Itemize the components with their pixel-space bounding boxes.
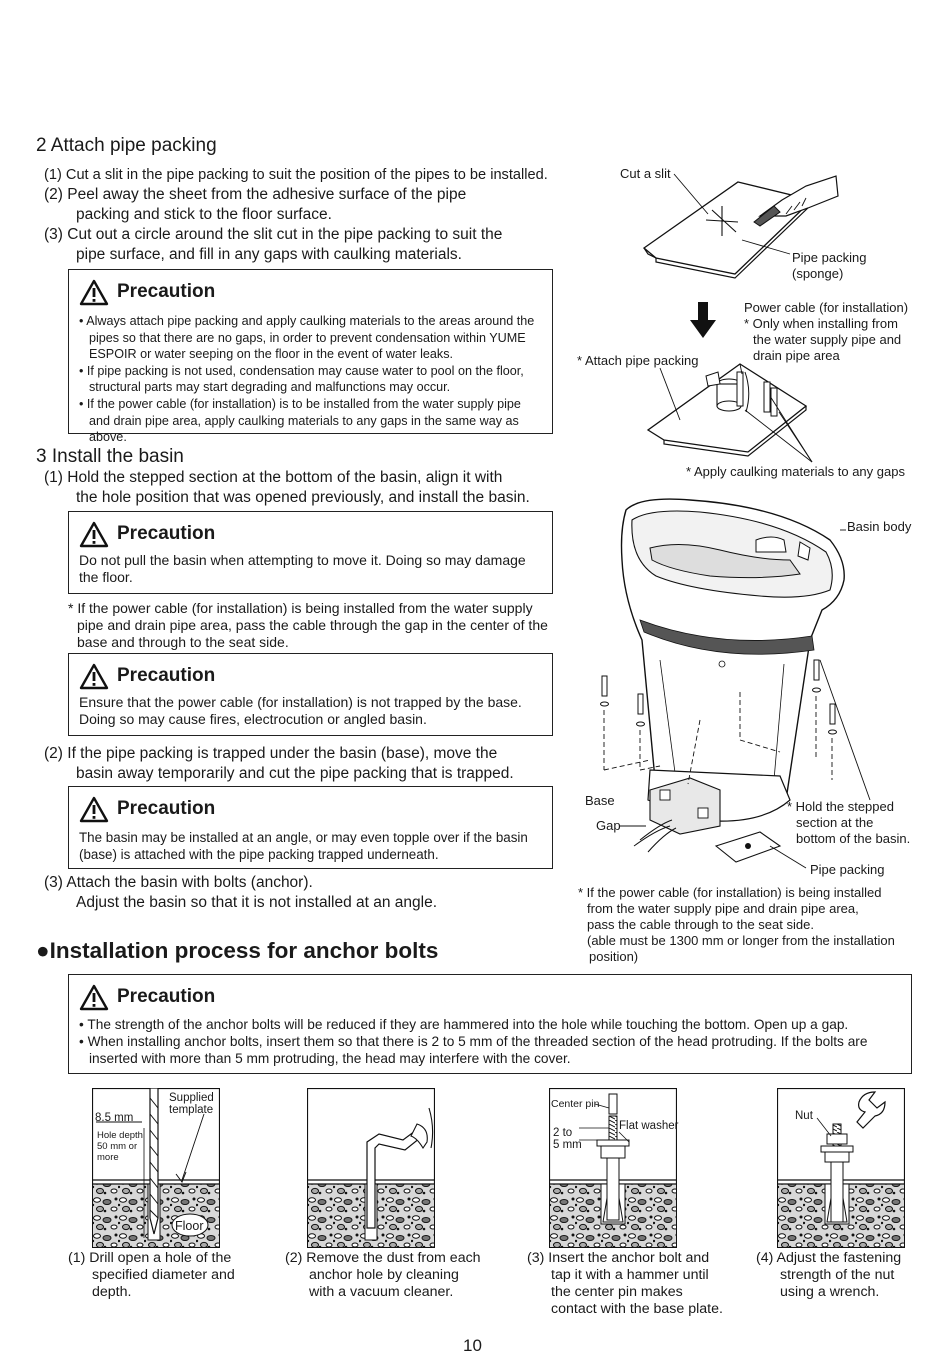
precaution-box-anchor bbox=[68, 974, 912, 1074]
bullet-dot-icon: ● bbox=[36, 938, 50, 963]
step-2-2: (2) Peel away the sheet from the adhesive surface of the pipe packing and stick to the floor surface. bbox=[44, 186, 467, 223]
warning-icon bbox=[79, 796, 109, 823]
step-2-1: (1) Cut a slit in the pipe packing to suit the position of the pipes to be installed. bbox=[44, 167, 548, 183]
page-number: 10 bbox=[463, 1336, 482, 1355]
precaution-box-topple bbox=[68, 786, 553, 869]
label-basin-body: Basin body bbox=[847, 519, 912, 534]
pipe-packing-sheet bbox=[644, 174, 812, 278]
label-diameter: 8.5 mm bbox=[95, 1112, 134, 1124]
label-cut-slit: Cut a slit bbox=[620, 166, 671, 181]
section-3-title: 3 Install the basin bbox=[36, 446, 184, 467]
bullet: • If pipe packing is not used, condensation may cause water to pool on the floor, structural parts may start degrading and malfunctions may occur. bbox=[79, 363, 524, 395]
section-2-title: 2 Attach pipe packing bbox=[36, 135, 217, 156]
precaution-box-cable bbox=[68, 653, 553, 736]
label-base: Base bbox=[585, 793, 615, 808]
warning-icon bbox=[79, 279, 109, 306]
label-floor: Floor bbox=[175, 1219, 204, 1233]
label-pipe-packing: Pipe packing bbox=[810, 862, 885, 877]
warning-icon bbox=[79, 984, 109, 1011]
label-power-cable: Power cable (for installation) * Only when installing from the water supply pipe and drain pipe area bbox=[744, 300, 909, 363]
precaution-title: Precaution bbox=[79, 520, 215, 548]
label-pipe-packing-sponge: Pipe packing (sponge) bbox=[792, 250, 867, 281]
label-apply-caulking: * Apply caulking materials to any gaps bbox=[686, 464, 905, 479]
bullet: • Always attach pipe packing and apply caulking materials to the areas around the pipes so that there are no gaps, in order to prevent condensation within YUME ESPOIR or water seeping on the floor in the event of water leaks. bbox=[79, 314, 535, 362]
caption-step-2: (2) Remove the dust from each anchor hole by cleaning with a vacuum cleaner. bbox=[285, 1250, 481, 1300]
precaution-bullets bbox=[79, 1017, 901, 1067]
precaution-title: Precaution bbox=[79, 662, 215, 690]
step-3-3: (3) Attach the basin with bolts (anchor). Adjust the basin so that it is not installed at an angle. bbox=[44, 874, 438, 911]
precaution-box-packing bbox=[68, 269, 553, 445]
caption-step-1: (1) Drill open a hole of the specified diameter and depth. bbox=[68, 1250, 235, 1300]
arrow-down-icon bbox=[690, 302, 716, 338]
caption-step-3: (3) Insert the anchor bolt and tap it with a hammer until the center pin makes contact with the base plate. bbox=[527, 1250, 723, 1317]
precaution-text: Ensure that the power cable (for installation) is not trapped by the base. Doing so may cause fires, electrocution or angled basin. bbox=[79, 694, 522, 727]
warning-icon bbox=[79, 521, 109, 548]
label-gap: Gap bbox=[596, 818, 621, 833]
label-attach-packing: * Attach pipe packing bbox=[577, 353, 699, 368]
precaution-title: Precaution bbox=[79, 983, 215, 1011]
anchor-heading: ●Installation process for anchor bolts bbox=[36, 938, 439, 963]
step-3-1: (1) Hold the stepped section at the bottom of the basin, align it with the hole position that was opened previously, and install the basin. bbox=[44, 469, 530, 506]
label-center-pin: Center pin bbox=[551, 1098, 600, 1110]
pipe-packing-with-pipes bbox=[648, 364, 812, 462]
warning-icon bbox=[79, 663, 109, 690]
bullet: • When installing anchor bolts, insert them so that there is 2 to 5 mm of the threaded section of the head protruding. If the bolts are inserted with more than 5 mm protruding, the head may interfere with the cover. bbox=[79, 1033, 868, 1066]
label-hole-depth: Hole depth 50 mm or more bbox=[97, 1130, 143, 1163]
bullet: • The strength of the anchor bolts will be reduced if they are hammered into the hole while touching the bottom. Open up a gap. bbox=[79, 1017, 849, 1032]
precaution-bullets bbox=[79, 313, 542, 446]
precaution-text: The basin may be installed at an angle, or may even topple over if the basin (base) is attached with the pipe packing trapped underneath. bbox=[79, 830, 528, 862]
step-3-2: (2) If the pipe packing is trapped under the basin (base), move the basin away temporarily and cut the pipe packing that is trapped. bbox=[44, 745, 514, 782]
precaution-title: Precaution bbox=[79, 795, 215, 823]
label-power-note: * If the power cable (for installation) is being installed from the water supply pipe and drain pipe area, pass the cable through to the seat side. (able must be 1300 mm or longer from the installation position) bbox=[578, 885, 895, 964]
label-gap-size: 2 to 5 mm bbox=[553, 1127, 582, 1151]
power-cable-note: * If the power cable (for installation) is being installed from the water supply pipe and drain pipe area, pass the cable through the gap in the center of the base and through to the seat side. bbox=[68, 600, 548, 650]
caption-step-4: (4) Adjust the fastening strength of the nut using a wrench. bbox=[756, 1250, 902, 1300]
step-2-3: (3) Cut out a circle around the slit cut in the pipe packing to suit the pipe surface, and fill in any gaps with caulking materials. bbox=[44, 226, 503, 263]
installation-figure bbox=[575, 160, 945, 980]
section-2-steps bbox=[44, 165, 574, 265]
label-hold-stepped: * Hold the stepped section at the bottom of the basin. bbox=[787, 799, 911, 846]
anchor-bolt-figure bbox=[549, 1088, 677, 1248]
label-flat-washer: Flat washer bbox=[619, 1120, 679, 1132]
bullet: • If the power cable (for installation) is to be installed from the water supply pipe and drain pipe area, apply caulking materials to any gaps in the same way as above. bbox=[79, 396, 521, 445]
label-supplied-template: Supplied template bbox=[169, 1092, 214, 1116]
precaution-box-pull bbox=[68, 511, 553, 594]
label-nut: Nut bbox=[795, 1110, 813, 1122]
precaution-title: Precaution bbox=[79, 278, 215, 306]
precaution-text: Do not pull the basin when attempting to move it. Doing so may damage the floor. bbox=[79, 552, 526, 585]
vacuum-figure bbox=[307, 1088, 435, 1248]
